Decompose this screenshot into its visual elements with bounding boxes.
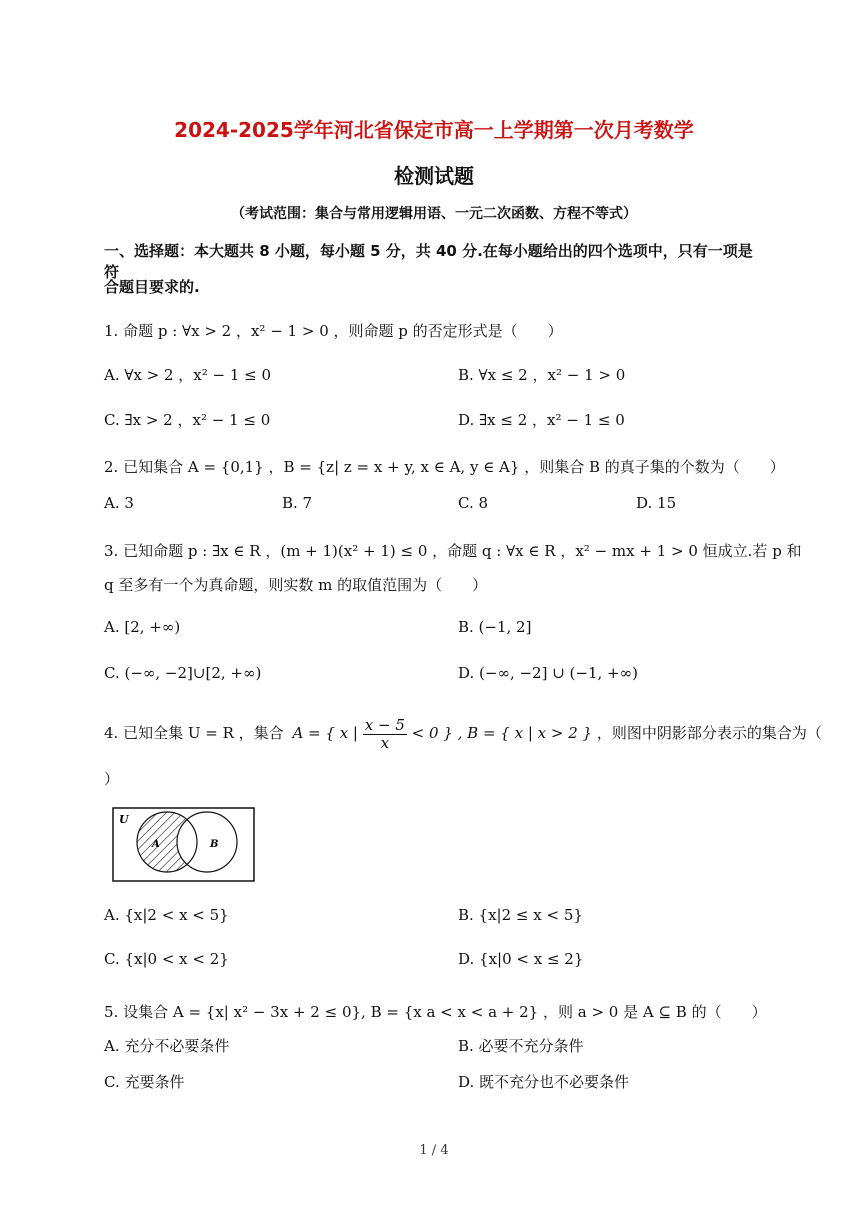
q3-stem-line2: q 至多有一个为真命题，则实数 m 的取值范围为（ ） [104,576,488,594]
q3-option-c: C. (−∞, −2]∪[2, +∞) [104,664,262,682]
exam-scope: （考试范围：集合与常用逻辑用语、一元二次函数、方程不等式） [231,206,637,222]
title-line1: 2024-2025学年河北省保定市高一上学期第一次月考数学 [174,118,694,142]
q5-option-d: D. 既不充分也不必要条件 [458,1073,630,1091]
q4-suffix: ，则图中阴影部分表示的集合为（ [596,724,822,742]
q4-option-d: D. {x|0 < x ≤ 2} [458,950,584,968]
title-line2: 检测试题 [394,164,474,188]
q3-option-b: B. (−1, 2] [458,618,532,636]
page-number: 1 / 4 [419,1143,449,1158]
q4-fraction-numerator: x − 5 [364,715,405,734]
q1-option-b: B. ∀x ≤ 2 ，x² − 1 > 0 [458,366,626,384]
q4-close-paren: ） [104,770,120,788]
q4-prefix: 4. 已知全集 U = R ，集合 [104,724,284,742]
q5-stem: 5. 设集合 A = {x| x² − 3x + 2 ≤ 0}, B = {x a < x < a + 2} ，则 a > 0 是 A ⊆ B 的（ ） [104,1003,767,1021]
q2-stem: 2. 已知集合 A = {0,1} ，B = {z| z = x + y, x ∈ A, y ∈ A} ，则集合 B 的真子集的个数为（ ） [104,458,785,476]
q1-option-d: D. ∃x ≤ 2 ，x² − 1 ≤ 0 [458,411,625,429]
q4-set-a-right: < 0 } , B = { x | x > 2 } [411,724,593,742]
q4-option-b: B. {x|2 ≤ x < 5} [458,906,583,924]
q2-option-d: D. 15 [636,494,677,512]
q4-option-a: A. {x|2 < x < 5} [104,906,229,924]
section1-instructions-line2: 合题目要求的. [104,278,200,296]
section1-instructions-line1: 一、选择题：本大题共 8 小题，每小题 5 分，共 40 分.在每小题给出的四个选项中，只有一项是符 [104,242,753,281]
q4-set-a-left: A = { x | [292,724,358,742]
venn-diagram [112,807,256,883]
q1-stem: 1. 命题 p : ∀x > 2 ，x² − 1 > 0 ，则命题 p 的否定形式是（ ） [104,322,563,340]
q4-fraction [363,717,407,752]
venn-label-u: U [119,813,129,826]
q4-stem [104,716,822,752]
q2-option-b: B. 7 [282,494,313,512]
venn-label-b: B [210,839,219,850]
q3-stem-line1: 3. 已知命题 p : ∃x ∈ R ，(m + 1)(x² + 1) ≤ 0 ，命题 q : ∀x ∈ R ，x² − mx + 1 > 0 恒成立.若 p 和 [104,542,802,560]
q5-option-a: A. 充分不必要条件 [104,1037,230,1055]
q2-option-c: C. 8 [458,494,489,512]
q2-option-a: A. 3 [104,494,134,512]
q1-option-a: A. ∀x > 2 ，x² − 1 ≤ 0 [104,366,272,384]
q4-option-c: C. {x|0 < x < 2} [104,950,229,968]
q3-option-a: A. [2, +∞) [104,618,181,636]
q5-option-c: C. 充要条件 [104,1073,185,1091]
q5-option-b: B. 必要不充分条件 [458,1037,584,1055]
q1-option-c: C. ∃x > 2 ，x² − 1 ≤ 0 [104,411,271,429]
venn-label-a: A [152,839,160,850]
q3-option-d: D. (−∞, −2] ∪ (−1, +∞) [458,664,638,682]
q4-fraction-denominator: x [380,733,390,752]
